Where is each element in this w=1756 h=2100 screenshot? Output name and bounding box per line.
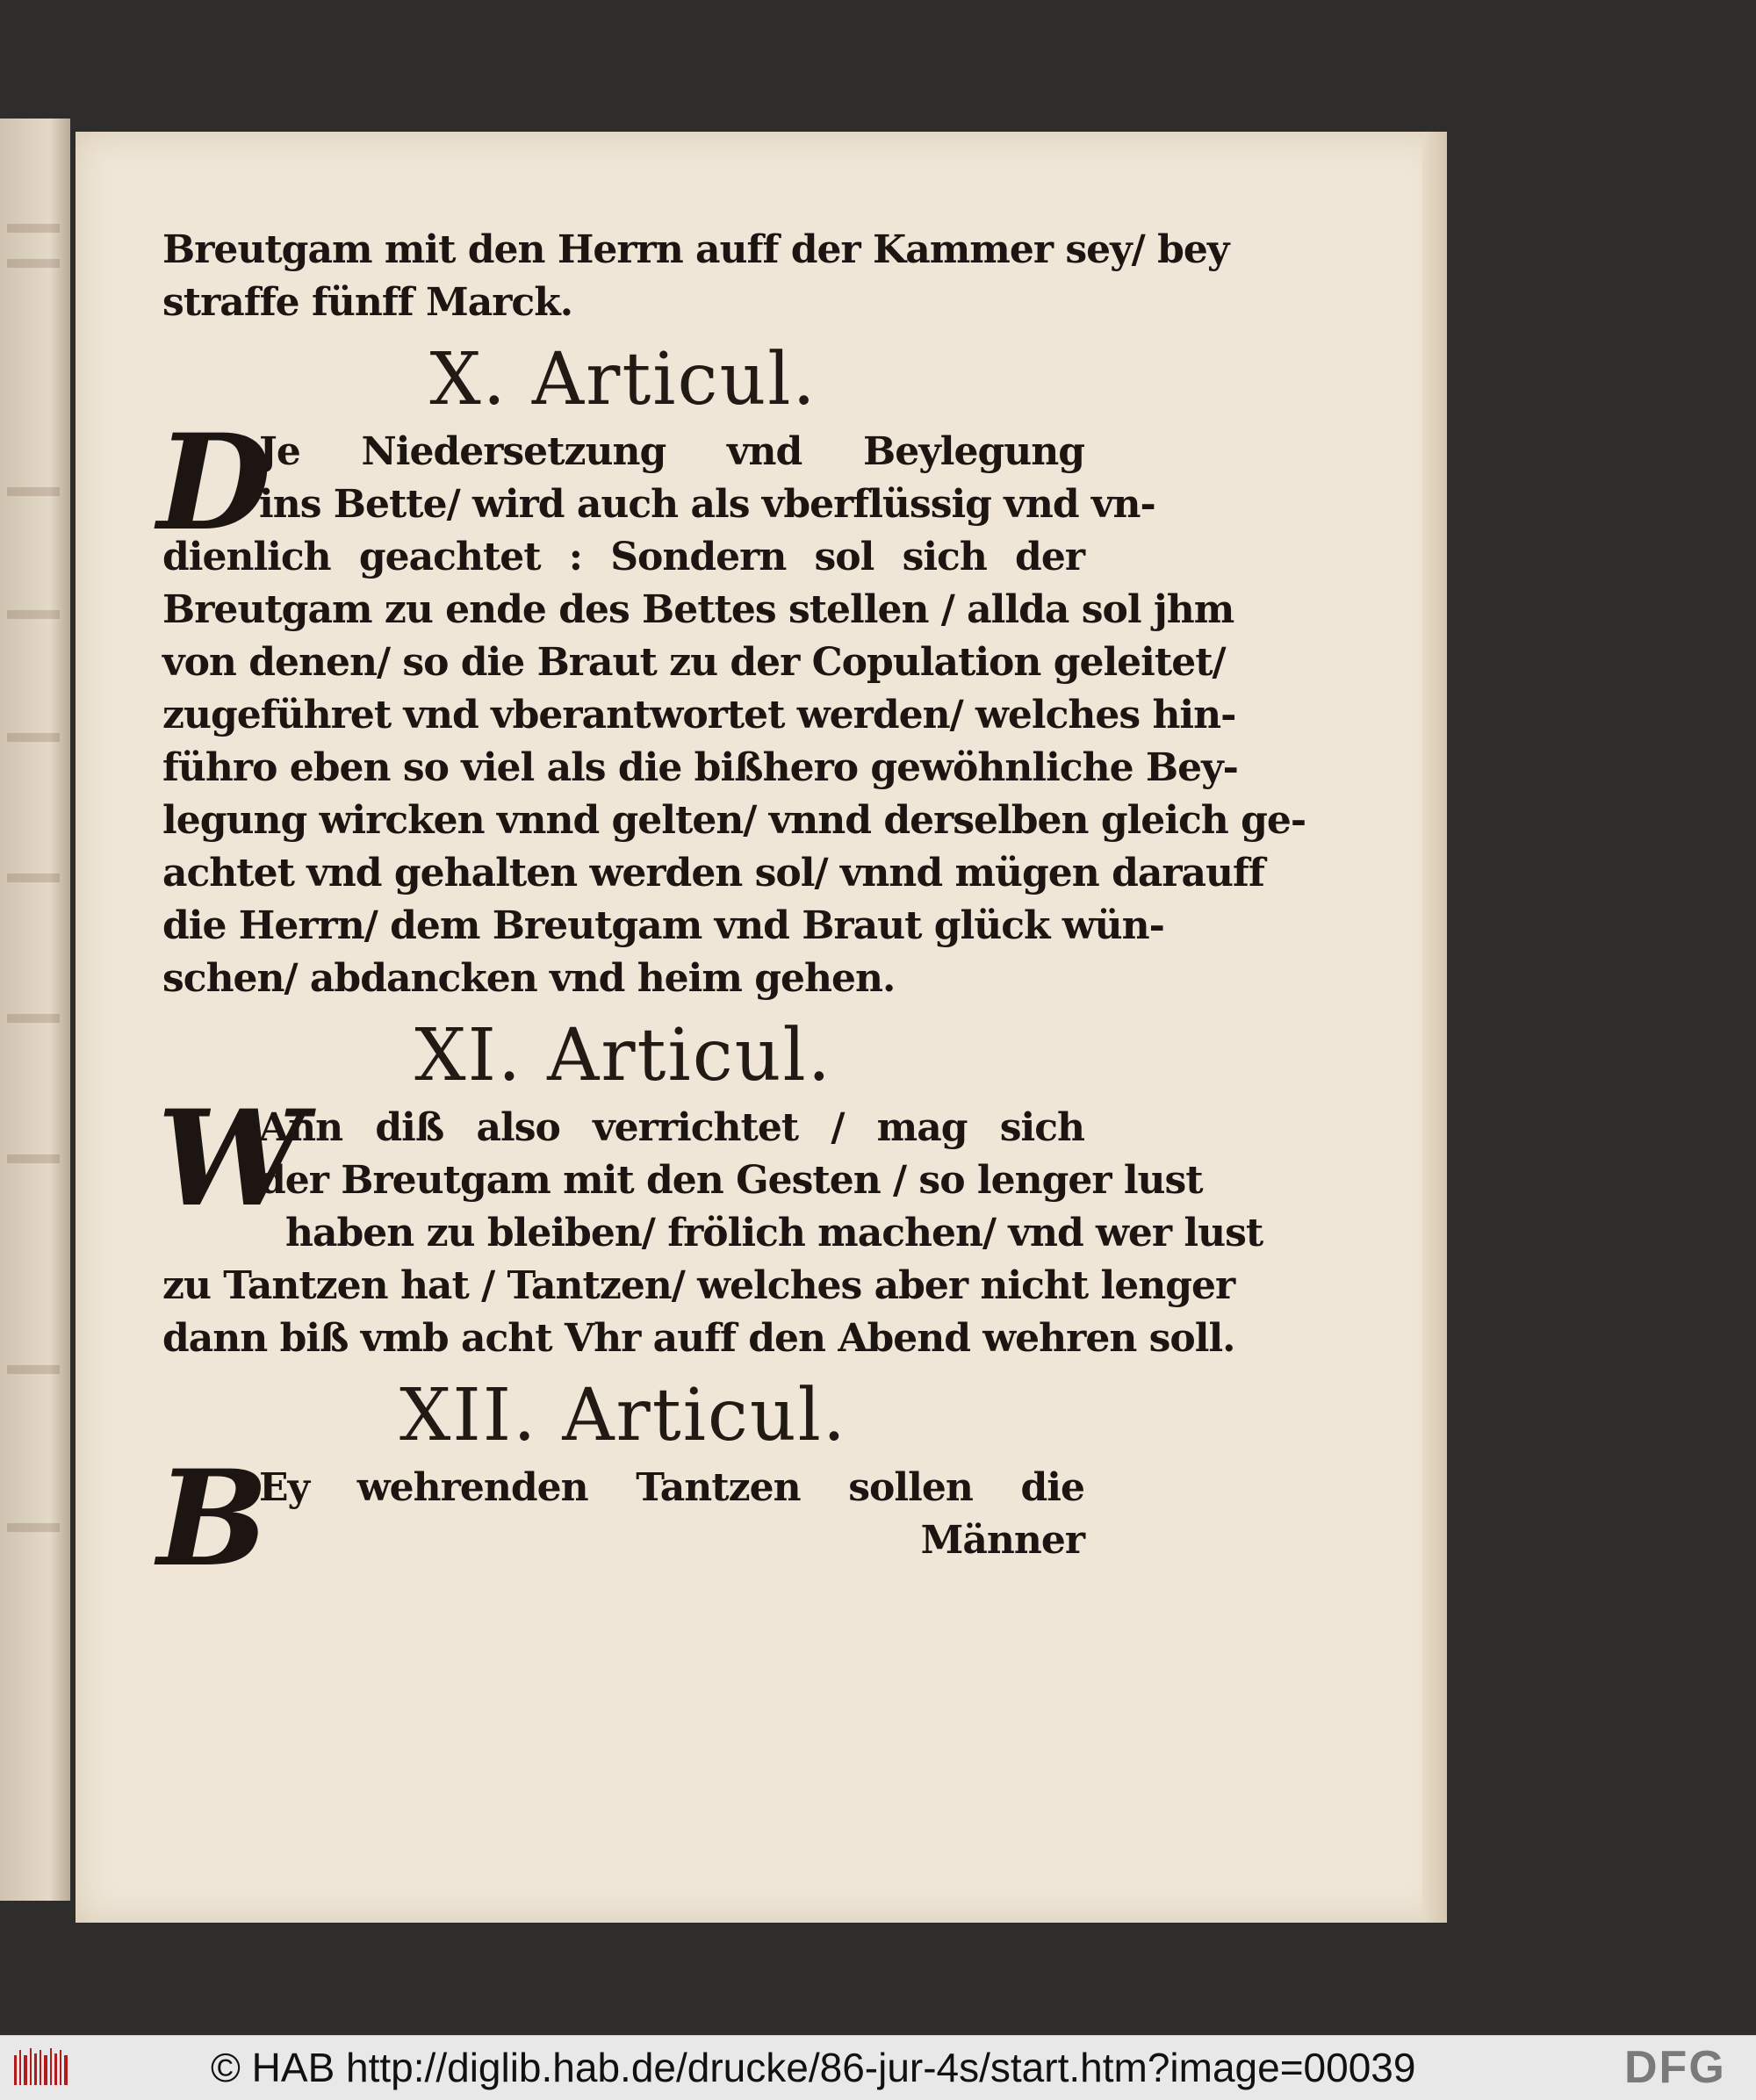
page-edge-shadow	[1422, 132, 1447, 1923]
text-line: Breutgam zu ende des Bettes stellen / allda sol jhm	[162, 587, 1234, 632]
decorated-initial: B	[157, 1442, 269, 1596]
text-line: legung wircken vnnd gelten/ vnnd derselben gleich ge-	[162, 798, 1306, 843]
text-line: von denen/ so die Braut zu der Copulation geleitet/	[162, 640, 1226, 685]
barcode-logo-icon	[12, 2046, 70, 2089]
decorated-initial: W	[157, 1082, 306, 1236]
article-x-body	[157, 406, 1306, 1005]
text-line: der Breutgam mit den Gesten / so lenger lust	[259, 1158, 1203, 1203]
text-line: dann biß vmb acht Vhr auff den Abend wehren soll.	[162, 1316, 1235, 1361]
left-page-edge	[0, 119, 70, 1901]
text-line: straffe fünff Marck.	[162, 280, 573, 325]
text-line: Ann diß also verrichtet / mag sich	[259, 1105, 1084, 1150]
text-line: zu Tantzen hat / Tantzen/ welches aber nicht lenger	[162, 1263, 1235, 1308]
text-line: die Herrn/ dem Breutgam vnd Braut glück wün-	[162, 903, 1164, 948]
catchword: Männer	[920, 1518, 1084, 1563]
decorated-initial: D	[157, 406, 272, 560]
text-line: zugeführet vnd vberantwortet werden/ welches hin-	[162, 693, 1236, 737]
text-line: dienlich geachtet : Sondern sol sich der	[162, 535, 1084, 579]
text-line: Ey wehrenden Tantzen sollen die	[259, 1465, 1084, 1510]
text-line: ins Bette/ wird auch als vberflüssig vnd vn-	[259, 482, 1155, 527]
article-heading-xii: XII. Articul.	[399, 1374, 847, 1457]
copyright-link[interactable]: © HAB http://diglib.hab.de/drucke/86-jur-4s/start.htm?image=00039	[211, 2045, 1416, 2090]
text-line: achtet vnd gehalten werden sol/ vnnd mügen darauff	[162, 851, 1264, 895]
text-line: haben zu bleiben/ frölich machen/ vnd wer lust	[285, 1211, 1263, 1255]
article-xii-body	[157, 1442, 1084, 1596]
text-line: Je Niedersetzung vnd Beylegung	[259, 429, 1084, 474]
viewer-footer	[0, 2035, 1756, 2100]
text-line: führo eben so viel als die bißhero gewöhnliche Bey-	[162, 745, 1238, 790]
article-xi-body	[157, 1082, 1263, 1365]
dfg-logo: DFG	[1624, 2042, 1726, 2093]
page-text	[157, 224, 1306, 1596]
article-heading-xi: XI. Articul.	[414, 1014, 832, 1097]
article-heading-x: X. Articul.	[429, 338, 817, 421]
text-line: Breutgam mit den Herrn auff der Kammer sey/ bey	[162, 227, 1229, 272]
text-line: schen/ abdancken vnd heim gehen.	[162, 956, 896, 1001]
